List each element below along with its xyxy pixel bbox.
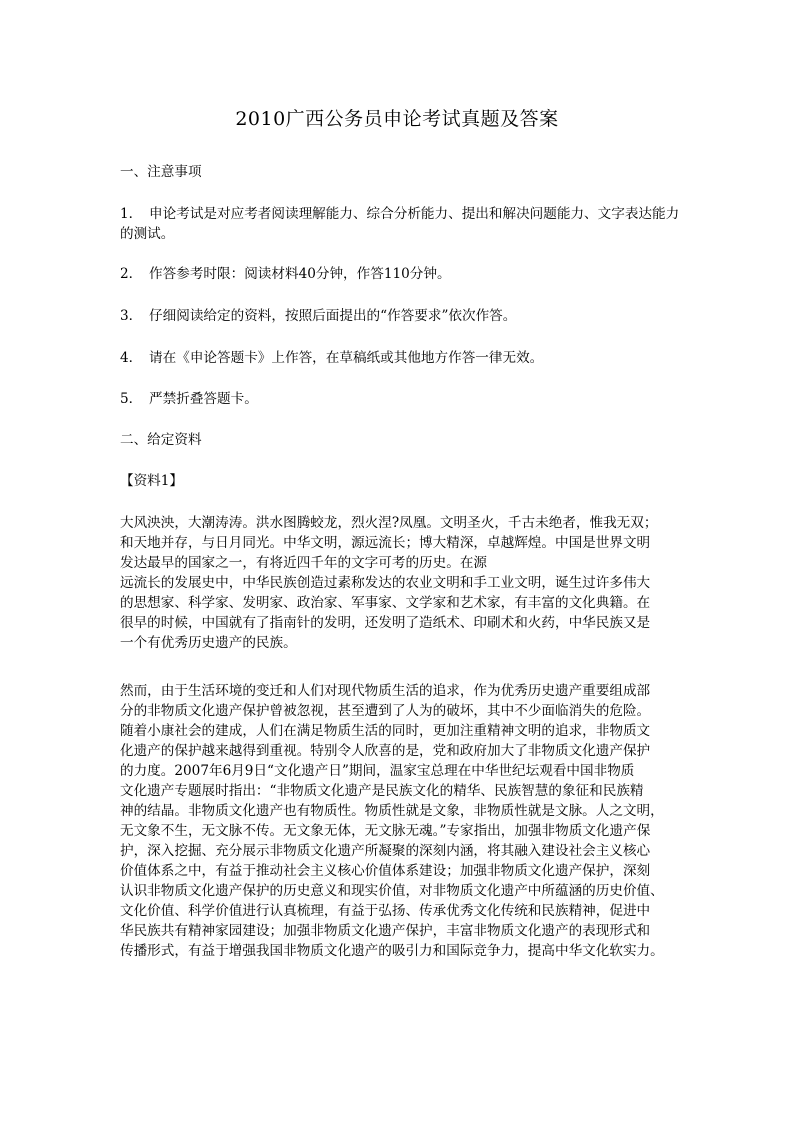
paragraph-line: 化遗产的保护越来越得到重视。特别令人欣喜的是，党和政府加大了非物质文化遗产保护 (120, 743, 651, 759)
material-label: 【资料1】 (120, 473, 184, 489)
paragraph-line: 传播形式，有益于增强我国非物质文化遗产的吸引力和国际竞争力，提高中华文化软实力。 (120, 943, 664, 959)
paragraph-line: 认识非物质文化遗产保护的历史意义和现实价值，对非物质文化遗产中所蕴涵的历史价值、 (120, 883, 664, 899)
paragraph-line: 大风泱泱，大潮涛涛。洪水图腾蛟龙，烈火涅?凤凰。文明圣火，千古未绝者，惟我无双； (120, 515, 658, 531)
paragraph-line: 分的非物质文化遗产保护曾被忽视，甚至遭到了人为的破坏，其中不少面临消失的危险。 (120, 703, 651, 719)
section-heading-materials: 二、给定资料 (120, 432, 202, 448)
note-item-3: 3． 仔细阅读给定的资料，按照后面提出的“作答要求”依次作答。 (120, 308, 517, 324)
paragraph-line: 一个有优秀历史遗产的民族。 (120, 635, 297, 651)
paragraph-line: 随着小康社会的建成，人们在满足物质生活的同时，更加注重精神文明的追求，非物质文 (120, 723, 651, 739)
note-item-1: 1． 申论考试是对应考者阅读理解能力、综合分析能力、提出和解决问题能力、文字表达能力的测试。 (120, 206, 680, 242)
paragraph-line: 的力度。2007年6月9日“文化遗产日”期间，温家宝总理在中华世纪坛观看中国非物质 (120, 763, 635, 779)
paragraph-line: 很早的时候，中国就有了指南针的发明，还发明了造纸术、印刷术和火药，中华民族又是 (120, 615, 651, 631)
paragraph-line: 护，深入挖掘、充分展示非物质文化遗产所凝聚的深刻内涵，将其融入建设社会主义核心 (120, 843, 651, 859)
paragraph-line: 文化遗产专题展时指出：“非物质文化遗产是民族文化的精华、民族智慧的象征和民族精 (120, 783, 644, 799)
note-item-4: 4． 请在《申论答题卡》上作答，在草稿纸或其他地方作答一律无效。 (120, 350, 544, 366)
paragraph-line: 远流长的发展史中，中华民族创造过素称发达的农业文明和手工业文明，诞生过许多伟大 (120, 575, 651, 591)
paragraph-line: 的思想家、科学家、发明家、政治家、军事家、文学家和艺术家，有丰富的文化典籍。在 (120, 595, 651, 611)
paragraph-line: 神的结晶。非物质文化遗产也有物质性。物质性就是文象，非物质性就是文脉。人之文明， (120, 803, 664, 819)
paragraph-line: 和天地并存，与日月同光。中华文明，源远流长；博大精深，卓越辉煌。中国是世界文明 (120, 535, 651, 551)
paragraph-line: 无文象不生，无文脉不传。无文象无体，无文脉无魂。”专家指出，加强非物质文化遗产保 (120, 823, 651, 839)
document-title: 2010广西公务员申论考试真题及答案 (235, 108, 559, 130)
paragraph-line: 然而，由于生活环境的变迁和人们对现代物质生活的追求，作为优秀历史遗产重要组成部 (120, 683, 651, 699)
note-item-5: 5． 严禁折叠答题卡。 (120, 391, 258, 407)
paragraph-line: 价值体系之中，有益于推动社会主义核心价值体系建设；加强非物质文化遗产保护，深刻 (120, 863, 651, 879)
paragraph-line: 发达最早的国家之一，有将近四千年的文字可考的历史。在源 (120, 555, 488, 571)
material-paragraph-2 (120, 681, 680, 961)
material-paragraph-1 (120, 513, 680, 653)
section-heading-notes: 一、注意事项 (120, 164, 202, 180)
note-item-2: 2． 作答参考时限：阅读材料40分钟，作答110分钟。 (120, 266, 451, 282)
paragraph-line: 华民族共有精神家园建设；加强非物质文化遗产保护，丰富非物质文化遗产的表现形式和 (120, 923, 651, 939)
paragraph-line: 文化价值、科学价值进行认真梳理，有益于弘扬、传承优秀文化传统和民族精神，促进中 (120, 903, 651, 919)
